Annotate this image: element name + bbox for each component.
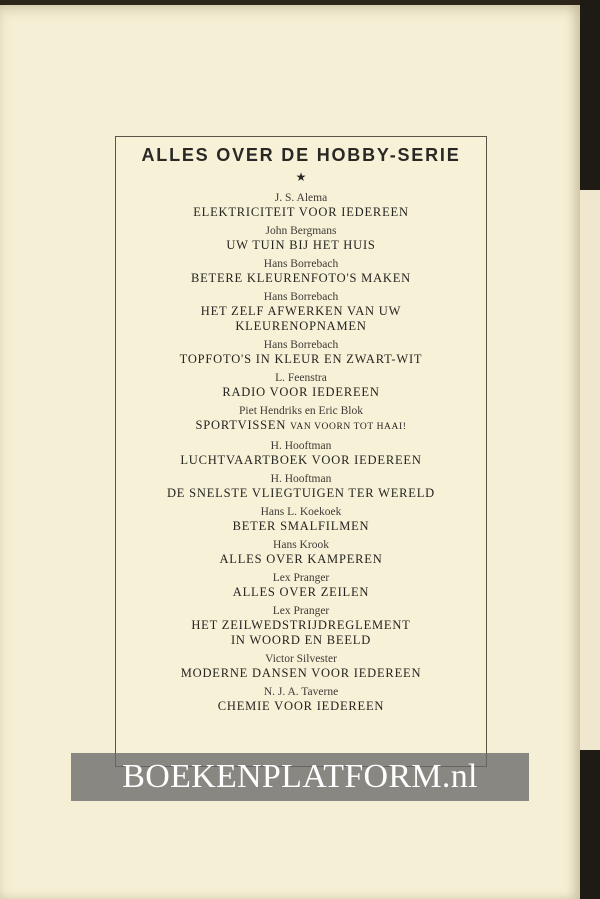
list-item: [116, 652, 486, 681]
book-title-line2: IN WOORD EN BEELD: [230, 633, 372, 647]
book-author: N. J. A. Taverne: [263, 686, 339, 698]
book-title-line2: KLEURENOPNAMEN: [235, 319, 367, 333]
list-item: [116, 257, 486, 286]
book-title: CHEMIE VOOR IEDEREEN: [217, 699, 385, 713]
book-author: L. Feenstra: [275, 372, 327, 384]
book-title: BETERE KLEURENFOTO'S MAKEN: [190, 271, 412, 285]
book-title: UW TUIN BIJ HET HUIS: [226, 238, 376, 252]
book-author: Victor Silvester: [265, 653, 337, 665]
list-item: [116, 439, 486, 468]
book-title: HET ZELF AFWERKEN VAN UW: [200, 304, 402, 318]
list-item: [116, 404, 486, 435]
book-author: J. S. Alema: [274, 192, 328, 204]
series-title: ALLES OVER DE HOBBY-SERIE: [141, 145, 461, 165]
site-watermark: BOEKENPLATFORM.nl: [71, 753, 529, 801]
list-item: [116, 472, 486, 501]
list-item: [116, 571, 486, 600]
book-title: SPORTVISSEN: [195, 418, 287, 432]
book-title-suffix: VAN VOORN TOT HAAI!: [290, 422, 407, 432]
book-author: Hans Borrebach: [263, 291, 339, 303]
book-author: Hans Krook: [273, 539, 329, 551]
book-author: Lex Pranger: [272, 572, 330, 584]
book-author: Piet Hendriks en Eric Blok: [239, 405, 363, 417]
list-item: [116, 505, 486, 534]
book-title: RADIO VOOR IEDEREEN: [222, 385, 380, 399]
book-title: ALLES OVER ZEILEN: [232, 585, 370, 599]
book-title: MODERNE DANSEN VOOR IEDEREEN: [180, 666, 422, 680]
book-title: TOPFOTO'S IN KLEUR EN ZWART-WIT: [179, 352, 423, 366]
list-item: [116, 191, 486, 220]
book-title: HET ZEILWEDSTRIJDREGLEMENT: [191, 618, 411, 632]
list-item: [116, 685, 486, 714]
book-author: Hans Borrebach: [263, 339, 339, 351]
star-icon: ★: [295, 170, 307, 184]
list-item: [116, 604, 486, 648]
book-author: H. Hooftman: [270, 440, 332, 452]
book-author: Hans Borrebach: [263, 258, 339, 270]
series-list-panel: [115, 136, 487, 767]
book-title: LUCHTVAARTBOEK VOOR IEDEREEN: [180, 453, 422, 467]
book-author: Lex Pranger: [272, 605, 330, 617]
book-author: Hans L. Koekoek: [260, 506, 342, 518]
list-item: [116, 338, 486, 367]
book-title: ALLES OVER KAMPEREN: [219, 552, 383, 566]
list-item: [116, 290, 486, 334]
book-title: DE SNELSTE VLIEGTUIGEN TER WERELD: [166, 486, 436, 500]
book-title: ELEKTRICITEIT VOOR IEDEREEN: [193, 205, 409, 219]
book-author: John Bergmans: [265, 225, 337, 237]
book-author: H. Hooftman: [270, 473, 332, 485]
list-item: [116, 224, 486, 253]
book-list: [116, 191, 486, 718]
book-title-row: [116, 418, 486, 435]
book-title: BETER SMALFILMEN: [232, 519, 370, 533]
list-item: [116, 538, 486, 567]
list-item: [116, 371, 486, 400]
